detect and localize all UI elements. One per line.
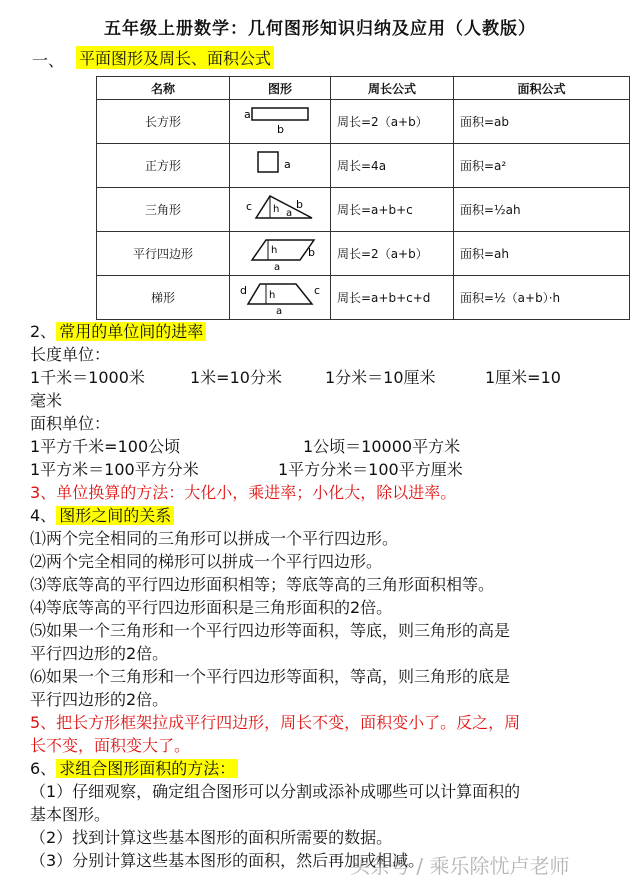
triangle-figure bbox=[230, 188, 331, 232]
rectangle-figure bbox=[230, 100, 331, 144]
length-unit: 1千米＝1000米 bbox=[30, 368, 145, 387]
method-item: （1）仔细观察，确定组合图形可以分割或添补成哪些可以计算面积的 bbox=[30, 782, 521, 801]
length-units-wrap: 毫米 bbox=[30, 391, 63, 410]
svg-text:a: a bbox=[276, 306, 283, 316]
table-row bbox=[97, 188, 630, 232]
section-1-number: 一、 bbox=[32, 51, 65, 70]
svg-text:a: a bbox=[284, 158, 291, 171]
area-unit: 1平方千米=100公顷 bbox=[30, 437, 181, 456]
shape-name: 长方形 bbox=[97, 100, 230, 144]
relation-item: ⑶等底等高的平行四边形面积相等；等底等高的三角形面积相等。 bbox=[30, 575, 495, 594]
relation-item: 平行四边形的2倍。 bbox=[30, 690, 169, 709]
area-formula: 面积=½ah bbox=[454, 188, 630, 232]
method-item: （3）分别计算这些基本图形的面积，然后再加或相减。 bbox=[30, 851, 425, 870]
header-name: 名称 bbox=[97, 77, 230, 100]
watermark: 头条号 / 乘乐除忧卢老师 bbox=[350, 854, 570, 878]
relation-item: ⑸如果一个三角形和一个平行四边形等面积，等底，则三角形的高是 bbox=[30, 621, 511, 640]
svg-text:b: b bbox=[296, 198, 303, 211]
perimeter-formula: 周长=2（a+b） bbox=[331, 100, 454, 144]
area-formula: 面积=ah bbox=[454, 232, 630, 276]
section-5-text: 长不变，面积变大了。 bbox=[30, 736, 191, 755]
area-unit: 1平方分米＝100平方厘米 bbox=[278, 460, 463, 479]
method-item: （2）找到计算这些基本图形的面积所需要的数据。 bbox=[30, 828, 393, 847]
section-6-label: 求组合图形面积的方法： bbox=[56, 759, 238, 778]
page-title: 五年级上册数学：几何图形知识归纳及应用（人教版） bbox=[104, 19, 536, 39]
table-row bbox=[97, 276, 630, 320]
relation-item: ⑹如果一个三角形和一个平行四边形等面积，等高，则三角形的底是 bbox=[30, 667, 511, 686]
perimeter-formula: 周长=2（a+b） bbox=[331, 232, 454, 276]
area-unit: 1平方米＝100平方分米 bbox=[30, 460, 199, 479]
area-units-row bbox=[30, 458, 620, 481]
section-5-text: 5、把长方形框架拉成平行四边形，周长不变，面积变小了。反之，周 bbox=[30, 713, 521, 732]
section-1-label: 平面图形及周长、面积公式 bbox=[76, 46, 274, 69]
section-3-heading: 3、单位换算的方法：大化小，乘进率；小化大，除以进率。 bbox=[30, 483, 457, 502]
header-area: 面积公式 bbox=[454, 77, 630, 100]
square-figure bbox=[230, 144, 331, 188]
length-units-row bbox=[30, 366, 620, 389]
area-unit: 1公顷＝10000平方米 bbox=[303, 437, 461, 456]
svg-text:c: c bbox=[246, 200, 253, 213]
length-unit: 1分米＝10厘米 bbox=[325, 368, 436, 387]
method-item: 基本图形。 bbox=[30, 805, 111, 824]
perimeter-formula: 周长=4a bbox=[331, 144, 454, 188]
section-4-heading: 4、 图形之间的关系 bbox=[30, 504, 620, 527]
svg-text:b: b bbox=[308, 246, 315, 259]
svg-text:d: d bbox=[240, 284, 247, 297]
table-row bbox=[97, 144, 630, 188]
trapezoid-figure bbox=[230, 276, 331, 320]
section-4-label: 图形之间的关系 bbox=[56, 506, 174, 525]
perimeter-formula: 周长=a+b+c bbox=[331, 188, 454, 232]
relation-item: 平行四边形的2倍。 bbox=[30, 644, 169, 663]
svg-text:a: a bbox=[244, 108, 251, 121]
svg-text:c: c bbox=[314, 284, 321, 297]
length-unit: 1米=10分米 bbox=[190, 368, 282, 387]
svg-text:h: h bbox=[271, 245, 278, 256]
svg-text:a: a bbox=[274, 262, 281, 272]
table-row bbox=[97, 100, 630, 144]
shape-name: 正方形 bbox=[97, 144, 230, 188]
svg-text:h: h bbox=[269, 290, 276, 301]
length-units-label: 长度单位： bbox=[30, 345, 111, 364]
area-formula: 面积=½（a+b）·h bbox=[454, 276, 630, 320]
shape-name: 三角形 bbox=[97, 188, 230, 232]
table-header-row bbox=[97, 77, 630, 100]
header-figure: 图形 bbox=[230, 77, 331, 100]
table-row bbox=[97, 232, 630, 276]
perimeter-formula: 周长=a+b+c+d bbox=[331, 276, 454, 320]
shape-name: 梯形 bbox=[97, 276, 230, 320]
area-formula: 面积=a² bbox=[454, 144, 630, 188]
relation-item: ⑴两个完全相同的三角形可以拼成一个平行四边形。 bbox=[30, 529, 399, 548]
formula-table bbox=[96, 76, 630, 320]
header-perimeter: 周长公式 bbox=[331, 77, 454, 100]
section-1-heading bbox=[32, 48, 272, 71]
section-3-text: 单位换算的方法：大化小，乘进率；小化大，除以进率。 bbox=[56, 483, 457, 502]
shape-name: 平行四边形 bbox=[97, 232, 230, 276]
relation-item: ⑵两个完全相同的梯形可以拼成一个平行四边形。 bbox=[30, 552, 383, 571]
section-2-label: 常用的单位间的进率 bbox=[56, 322, 206, 341]
svg-text:a: a bbox=[286, 208, 293, 219]
relation-item: ⑷等底等高的平行四边形面积是三角形面积的2倍。 bbox=[30, 598, 393, 617]
length-unit: 1厘米=10 bbox=[485, 368, 561, 387]
area-formula: 面积=ab bbox=[454, 100, 630, 144]
content-body bbox=[30, 320, 620, 872]
area-units-label: 面积单位： bbox=[30, 414, 111, 433]
parallelogram-figure bbox=[230, 232, 331, 276]
area-units-row bbox=[30, 435, 620, 458]
svg-text:h: h bbox=[273, 204, 280, 215]
section-6-heading: 6、 求组合图形面积的方法： bbox=[30, 757, 620, 780]
svg-text:b: b bbox=[277, 123, 284, 136]
section-2-heading: 2、 常用的单位间的进率 bbox=[30, 320, 620, 343]
